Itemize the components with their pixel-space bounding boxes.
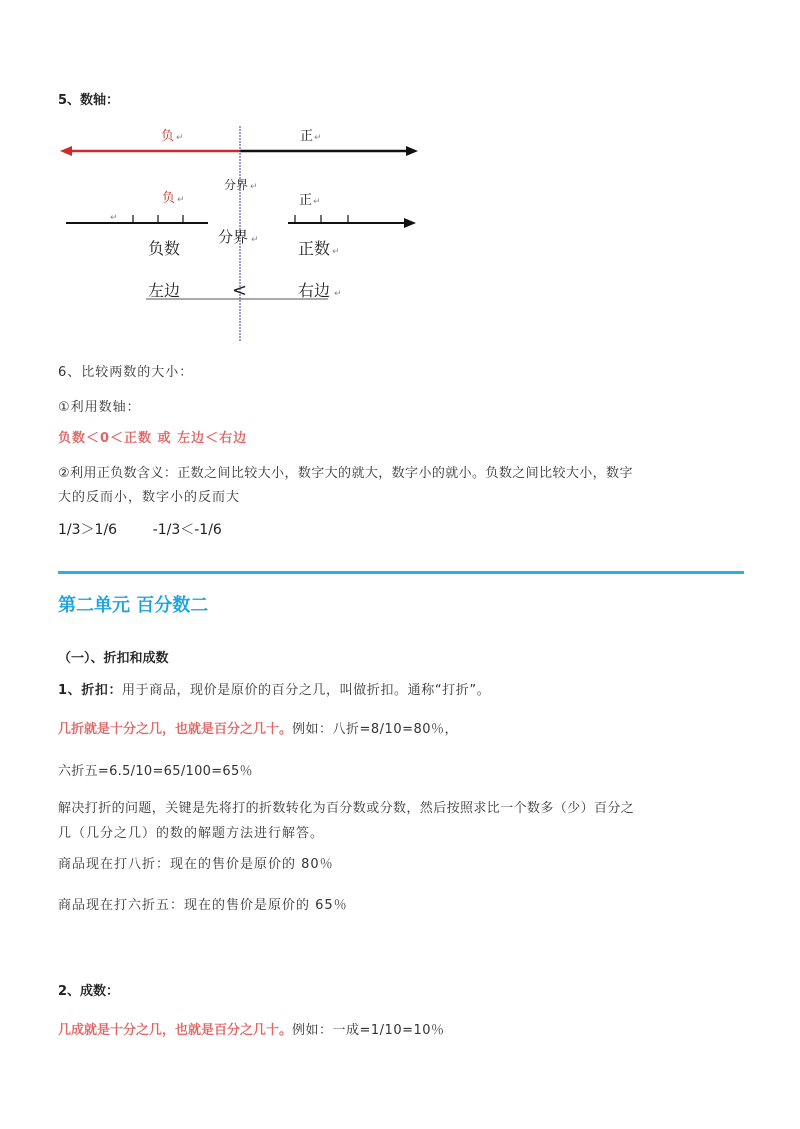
- unit-divider: [58, 571, 744, 574]
- case1: 商品现在打八折：现在的售价是原价的 80％: [58, 857, 334, 872]
- method1-label: ①利用数轴：: [58, 400, 141, 415]
- positive-arrow-head: [406, 146, 418, 156]
- item1-label: 1、折扣：: [58, 683, 123, 698]
- return-mark: ↵: [250, 182, 258, 192]
- item2-example: 例如：一成=1/10=10％: [292, 1023, 445, 1038]
- return-mark: ↵: [314, 133, 322, 143]
- section6-title: 6、比较两数的大小：: [58, 365, 194, 380]
- discount-example2: 六折五=6.5/10=65/100=65％: [58, 764, 253, 779]
- pos-label-mid: 正: [299, 193, 313, 208]
- return-mark: ↵: [251, 235, 259, 245]
- return-mark: ↵: [177, 195, 185, 205]
- solve-line1: 解决打折的问题，关键是先将打的折数转化为百分数或分数，然后按照求比一个数多（少）百分之: [58, 801, 635, 816]
- return-mark: ↵: [176, 133, 184, 143]
- discount-example: 例如：八折=8/10=80％，: [292, 722, 459, 737]
- item2-rule: 几成就是十分之几，也就是百分之几十。: [58, 1023, 293, 1038]
- boundary-label-small: 分界: [224, 178, 249, 192]
- unit2-title: 第二单元 百分数二: [58, 595, 209, 616]
- comparison-example: 1/3＞1/6 -1/3＜-1/6: [58, 522, 222, 538]
- neg-number-label: 负数: [148, 239, 181, 258]
- pos-label-top: 正: [300, 129, 314, 144]
- item2-label: 2、成数：: [58, 984, 120, 999]
- pos-number-label: 正数: [298, 239, 331, 258]
- neg-label-mid: 负: [162, 191, 176, 206]
- part1-heading: （一）、折扣和成数: [58, 651, 169, 666]
- return-mark: ↵: [334, 289, 342, 299]
- discount-rule: 几折就是十分之几，也就是百分之几十。: [58, 722, 293, 737]
- return-mark: ↵: [313, 197, 321, 207]
- negative-arrow-head: [60, 146, 72, 156]
- neg-label-top: 负: [161, 129, 175, 144]
- right-side-label: 右边: [298, 281, 331, 300]
- comparison-rule: 负数＜0＜正数 或 左边＜右边: [58, 431, 248, 446]
- boundary-label: 分界: [218, 228, 249, 246]
- discount-rule-line: [58, 718, 458, 737]
- section5-title: 5、数轴：: [58, 93, 120, 108]
- left-side-label: 左边: [148, 281, 181, 300]
- item2-rule-line: [58, 1019, 445, 1038]
- solve-line2: 几（几分之几）的数的解题方法进行解答。: [58, 826, 325, 841]
- return-mark: ↵: [332, 247, 340, 257]
- case2: 商品现在打六折五：现在的售价是原价的 65％: [58, 898, 348, 913]
- positive-axis-arrow: [404, 218, 416, 228]
- method2-line1: ②利用正负数含义：正数之间比较大小，数字大的就大，数字小的就小。负数之间比较大小，数字: [58, 466, 633, 481]
- item1-text: 用于商品，现价是原价的百分之几，叫做折扣。通称“打折”。: [122, 683, 491, 698]
- method2-line2: 大的反而小，数字小的反而大: [58, 490, 241, 505]
- number-line-diagram: [58, 116, 430, 344]
- less-than-sign: <: [232, 280, 248, 301]
- item1-line: [58, 679, 490, 698]
- return-mark: ↵: [110, 213, 118, 223]
